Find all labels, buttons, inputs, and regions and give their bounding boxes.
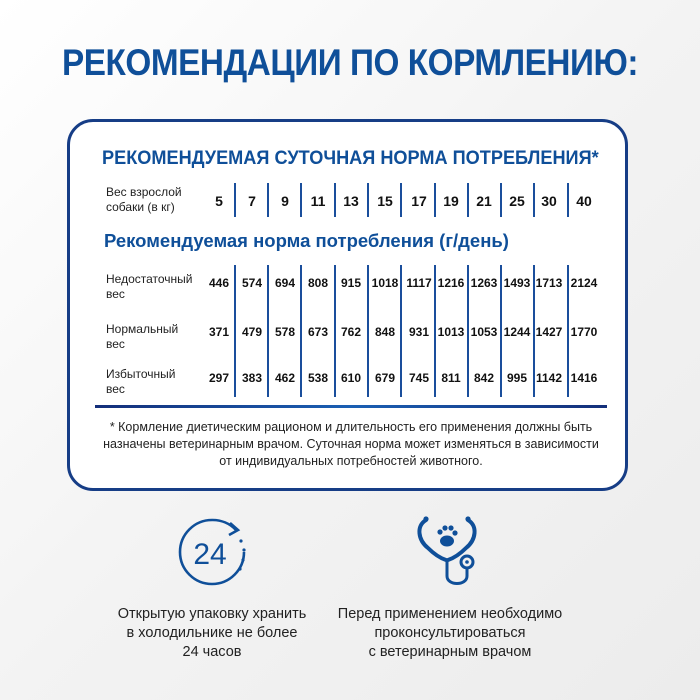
value-cell: 479 (241, 325, 263, 339)
weight-cell: 5 (215, 193, 223, 209)
column-separator (533, 265, 535, 397)
value-cell: 762 (340, 325, 362, 339)
weight-cell: 9 (281, 193, 289, 209)
column-separator (400, 183, 402, 217)
vet-info-line3: с ветеринарным врачом (368, 644, 532, 660)
row-label-line2: вес (106, 287, 125, 301)
column-separator (267, 265, 269, 397)
value-cell: 1493 (503, 276, 531, 290)
value-cell: 745 (408, 371, 430, 385)
value-cell: 371 (208, 325, 230, 339)
value-cell: 1018 (371, 276, 399, 290)
weight-cell: 30 (541, 193, 557, 209)
value-cell: 1770 (570, 325, 598, 339)
value-cell: 808 (307, 276, 329, 290)
value-cell: 1117 (406, 276, 432, 290)
column-separator (533, 183, 535, 217)
weight-label-line1: Вес взрослой (106, 185, 182, 199)
column-separator (500, 183, 502, 217)
weight-label-line2: собаки (в кг) (106, 200, 175, 214)
value-cell: 842 (473, 371, 495, 385)
column-separator (467, 183, 469, 217)
row-label-line1: Избыточный (106, 367, 176, 381)
svg-text:24: 24 (193, 538, 227, 571)
column-separator (234, 265, 236, 397)
row-label-overweight (106, 367, 175, 397)
card-title: РЕКОМЕНДУЕМАЯ СУТОЧНАЯ НОРМА ПОТРЕБЛЕНИЯ* (102, 147, 599, 169)
clock-24-icon (172, 512, 252, 592)
value-cell: 1427 (535, 325, 563, 339)
weight-cell: 40 (576, 193, 592, 209)
weight-cell: 21 (476, 193, 492, 209)
value-cell: 1416 (570, 371, 598, 385)
vet-info-text (330, 605, 570, 662)
column-separator (500, 265, 502, 397)
value-cell: 915 (340, 276, 362, 290)
storage-info-line2: в холодильнике не более (126, 625, 298, 641)
value-cell: 383 (241, 371, 263, 385)
stethoscope-paw-icon (412, 510, 492, 590)
storage-info-line3: 24 часов (182, 644, 242, 660)
value-cell: 574 (241, 276, 263, 290)
value-cell: 679 (374, 371, 396, 385)
value-cell: 610 (340, 371, 362, 385)
storage-info-line1: Открытую упаковку хранить (117, 606, 307, 622)
column-separator (434, 265, 436, 397)
storage-info-text (92, 605, 332, 662)
divider-top (95, 405, 607, 408)
footnote (95, 419, 607, 470)
column-separator (434, 183, 436, 217)
row-label-line1: Нормальный (106, 322, 179, 336)
value-cell: 2124 (570, 276, 598, 290)
column-separator (234, 183, 236, 217)
value-cell: 811 (441, 371, 461, 385)
value-cell: 694 (274, 276, 296, 290)
weight-cell: 17 (411, 193, 427, 209)
column-separator (567, 265, 569, 397)
row-label-line2: вес (106, 337, 125, 351)
value-cell: 1053 (470, 325, 498, 339)
value-cell: 446 (208, 276, 230, 290)
vet-info-line2: проконсультироваться (374, 625, 526, 641)
row-label-line2: вес (106, 382, 125, 396)
value-cell: 995 (506, 371, 528, 385)
footnote-line3: от индивидуальных потребностей животного. (219, 454, 483, 468)
column-separator (400, 265, 402, 397)
weight-cell: 11 (310, 193, 326, 209)
value-cell: 673 (307, 325, 329, 339)
vet-info-line1: Перед применением необходимо (337, 606, 563, 622)
footnote-line2: назначены ветеринарным врачом. Суточная норма может изменяться в зависимости (103, 437, 599, 451)
column-separator (300, 183, 302, 217)
column-separator (367, 183, 369, 217)
value-cell: 578 (274, 325, 296, 339)
value-cell: 1142 (535, 371, 563, 385)
column-separator (367, 265, 369, 397)
column-separator (267, 183, 269, 217)
value-cell: 931 (408, 325, 430, 339)
value-cell: 297 (208, 371, 230, 385)
weight-cell: 25 (509, 193, 525, 209)
footnote-line1: * Кормление диетическим рационом и длительность его применения должны быть (109, 420, 593, 434)
weight-cell: 19 (443, 193, 459, 209)
weight-cell: 7 (248, 193, 256, 209)
value-cell: 462 (274, 371, 296, 385)
value-cell: 1263 (470, 276, 498, 290)
row-label-normal (106, 322, 178, 352)
weight-label (106, 185, 182, 215)
row-label-line1: Недостаточный (106, 272, 193, 286)
consumption-subtitle: Рекомендуемая норма потребления (г/день) (104, 230, 509, 251)
value-cell: 538 (307, 371, 329, 385)
column-separator (300, 265, 302, 397)
value-cell: 1713 (535, 276, 563, 290)
page-title: РЕКОМЕНДАЦИИ ПО КОРМЛЕНИЮ: (62, 42, 638, 83)
weight-cell: 13 (343, 193, 359, 209)
weight-cell: 15 (377, 193, 393, 209)
column-separator (567, 183, 569, 217)
value-cell: 1013 (437, 325, 465, 339)
value-cell: 1244 (503, 325, 531, 339)
value-cell: 1216 (437, 276, 465, 290)
value-cell: 848 (374, 325, 396, 339)
column-separator (334, 183, 336, 217)
row-label-underweight (106, 272, 193, 302)
column-separator (334, 265, 336, 397)
column-separator (467, 265, 469, 397)
